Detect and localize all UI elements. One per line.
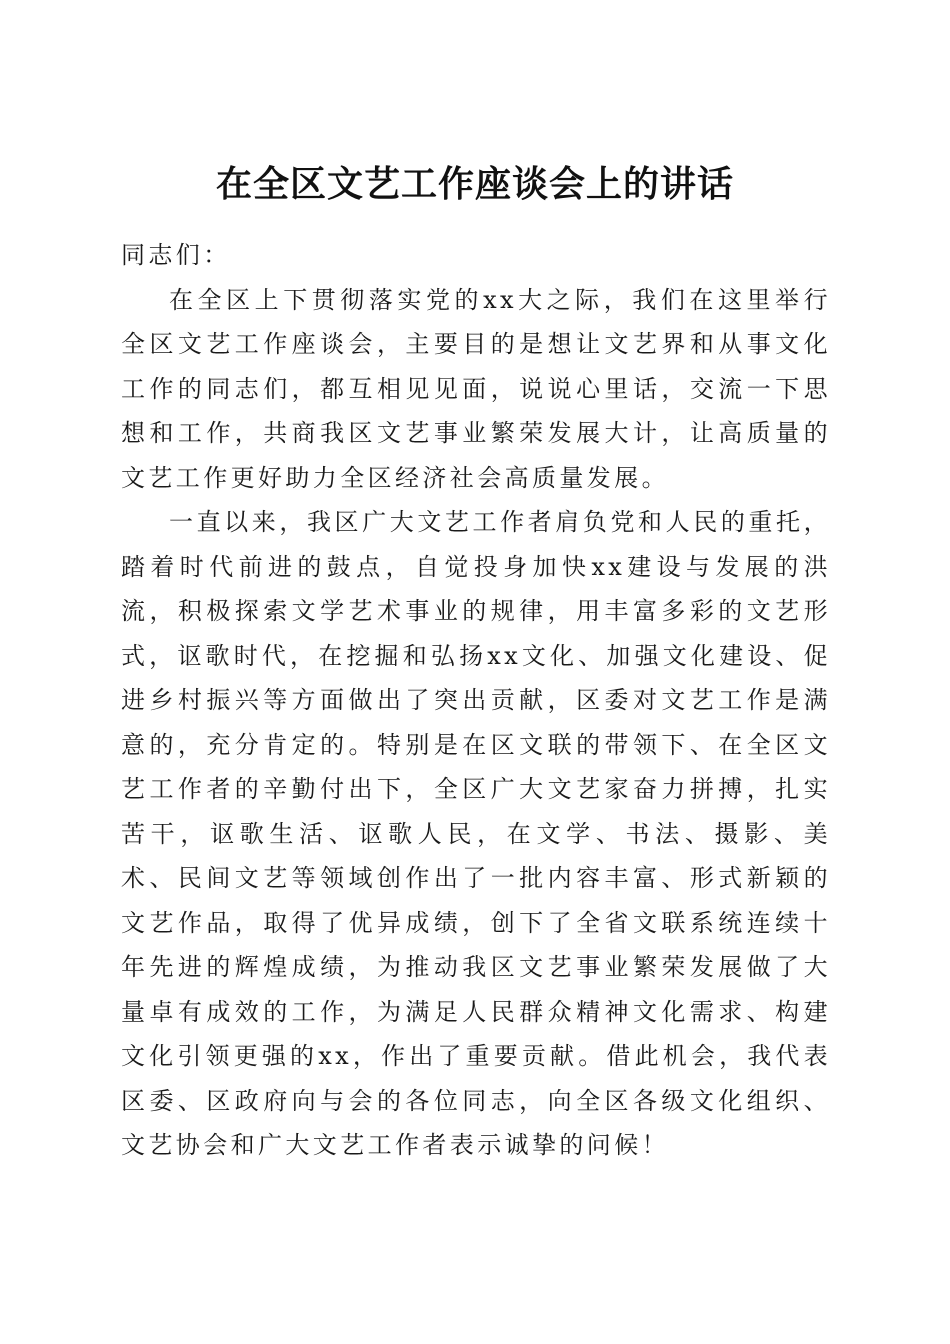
- paragraph-1: 在全区上下贯彻落实党的xx大之际，我们在这里举行全区文艺工作座谈会，主要目的是想让文艺界和从事文化工作的同志们，都互相见见面，说说心里话，交流一下思想和工作，共商我区文艺事业繁荣发展大计，让高质量的文艺工作更好助力全区经济社会高质量发展。: [121, 285, 831, 492]
- paragraph-2: 一直以来，我区广大文艺工作者肩负党和人民的重托，踏着时代前进的鼓点，自觉投身加快xx建设与发展的洪流，积极探索文学艺术事业的规律，用丰富多彩的文艺形式，讴歌时代，在挖掘和弘扬xx文化、加强文化建设、促进乡村振兴等方面做出了突出贡献，区委对文艺工作是满意的，充分肯定的。特别是在区文联的带领下、在全区文艺工作者的辛勤付出下，全区广大文艺家奋力拼搏，扎实苦干，讴歌生活、讴歌人民，在文学、书法、摄影、美术、民间文艺等领域创作出了一批内容丰富、形式新颖的文艺作品，取得了优异成绩，创下了全省文联系统连续十年先进的辉煌成绩，为推动我区文艺事业繁荣发展做了大量卓有成效的工作，为满足人民群众精神文化需求、构建文化引领更强的xx，作出了重要贡献。借此机会，我代表区委、区政府向与会的各位同志，向全区各级文化组织、文艺协会和广大文艺工作者表示诚挚的问候！: [121, 508, 831, 1159]
- document-title: 在全区文艺工作座谈会上的讲话: [215, 163, 734, 206]
- salutation: 同志们：: [121, 241, 231, 269]
- document-body: [121, 233, 831, 1168]
